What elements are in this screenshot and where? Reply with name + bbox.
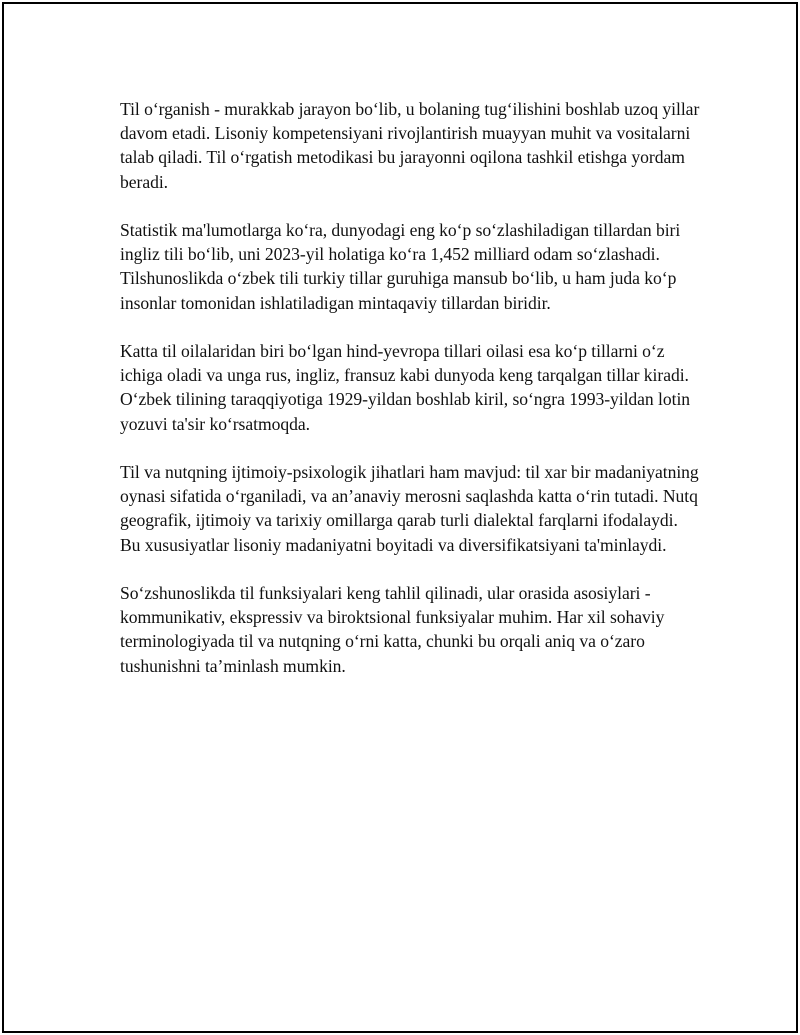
paragraph-5: Soʻzshunoslikda til funksiyalari keng tahlil qilinadi, ular orasida asosiylari - kommunikativ, ekspressiv va biroktsional funksiyalar muhim. Har xil sohaviy terminologiyada til va nutqning oʻrni katta, chunki bu orqali aniq va oʻzaro tushunishni ta’minlash mumkin. [120,583,665,676]
paragraph-1: Til oʻrganish - murakkab jarayon boʻlib, u bolaning tugʻilishini boshlab uzoq yillar davom etadi. Lisoniy kompetensiyani rivojlantirish muayyan muhit va vositalarni talab qiladi. Til oʻrgatish metodikasi bu jarayonni oqilona tashkil etishga yordam beradi. [120,99,700,192]
paragraph-4: Til va nutqning ijtimoiy-psixologik jihatlari ham mavjud: til xar bir madaniyatning oynasi sifatida oʻrganiladi, va an’anaviy merosni saqlashda katta oʻrin tutadi. Nutq geografik, ijtimoiy va tarixiy omillarga qarab turli dialektal farqlarni ifodalaydi. Bu xususiyatlar lisoniy madaniyatni boyitadi va diversifikatsiyani ta'minlaydi. [120,462,699,555]
document-page [2,2,798,1033]
paragraph-2: Statistik ma'lumotlarga koʻra, dunyodagi eng koʻp soʻzlashiladigan tillardan biri ingliz tili boʻlib, uni 2023-yil holatiga koʻra 1,452 milliard odam soʻzlashadi. Tilshunoslikda oʻzbek tili turkiy tillar guruhiga mansub boʻlib, u ham juda koʻp insonlar tomonidan ishlatiladigan mintaqaviy tillardan biridir. [120,220,681,313]
document-body [120,97,700,702]
paragraph-3: Katta til oilalaridan biri boʻlgan hind-yevropa tillari oilasi esa koʻp tillarni oʻz ichiga oladi va unga rus, ingliz, fransuz kabi dunyoda keng tarqalgan tillar kiradi. Oʻzbek tilining taraqqiyotiga 1929-yildan boshlab kiril, soʻngra 1993-yildan lotin yozuvi ta'sir koʻrsatmoqda. [120,341,691,434]
